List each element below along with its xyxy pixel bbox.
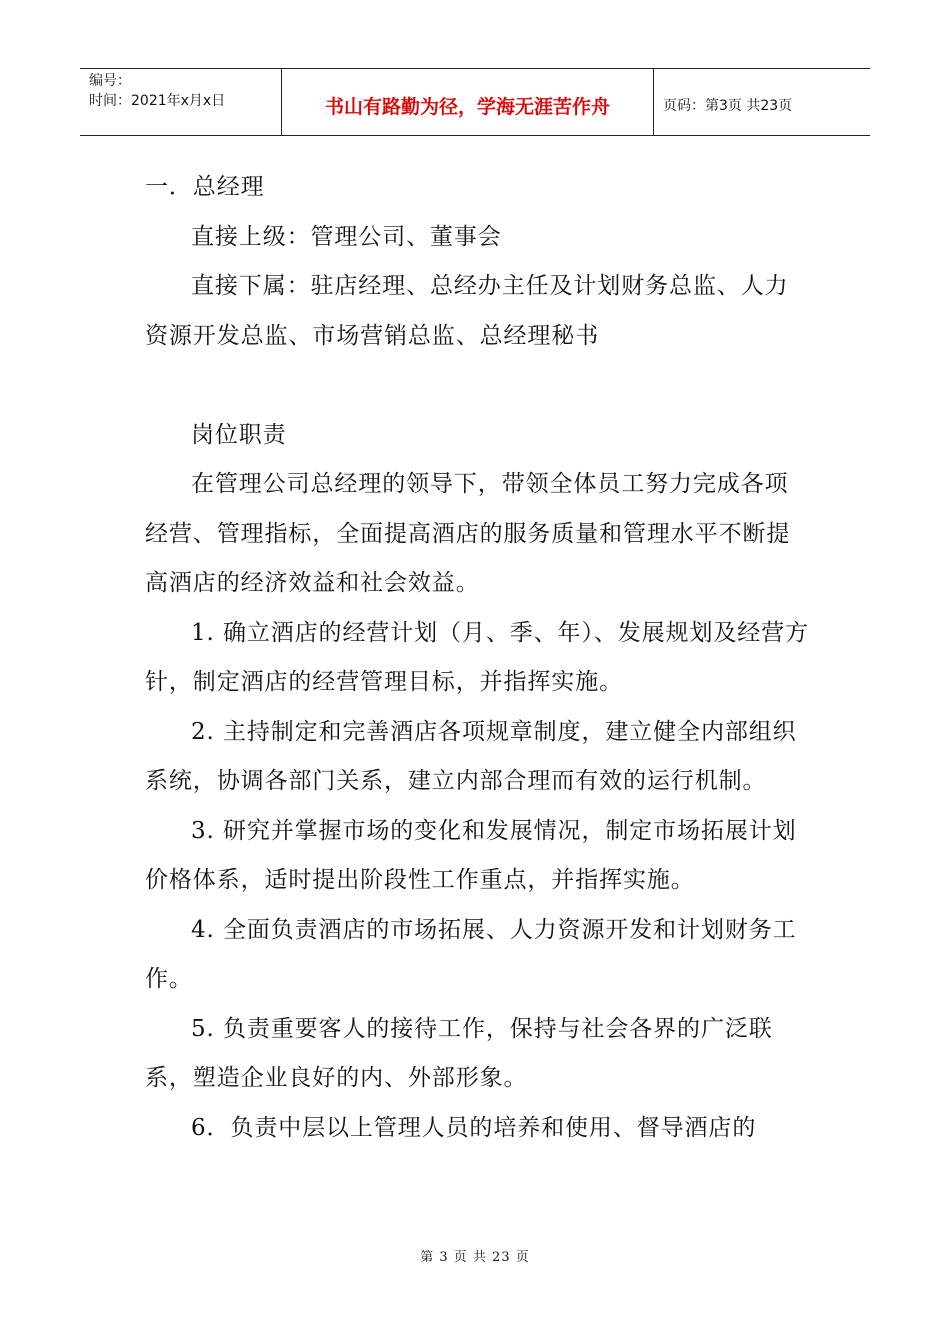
section-title: 一．总经理: [145, 174, 265, 200]
header-page-label: 页码：第3页 共23页: [663, 98, 793, 114]
header-number-label: 编号：: [89, 73, 131, 89]
document-body: [145, 163, 810, 1153]
header-motto: 书山有路勤为径，学海无涯苦作舟: [282, 69, 654, 135]
duty-item: 6．负责中层以上管理人员的培养和使用、督导酒店的: [191, 1114, 757, 1141]
duty-item: 2. 主持制定和完善酒店各项规章制度，建立健全内部组织系统，协调各部门关系，建立内部合理而有效的运行机制。: [145, 718, 797, 794]
header-date-label: 时间：2021年x月x日: [89, 93, 226, 109]
subordinates-line: 直接下属：驻店经理、总经办主任及计划财务总监、人力资源开发总监、市场营销总监、总经理秘书: [145, 273, 789, 349]
duty-item: 3. 研究并掌握市场的变化和发展情况，制定市场拓展计划价格体系，适时提出阶段性工作重点，并指挥实施。: [145, 817, 797, 893]
duty-item: 1. 确立酒店的经营计划（月、季、年）、发展规划及经营方针，制定酒店的经营管理目标，并指挥实施。: [145, 619, 809, 695]
header-meta: [80, 69, 282, 135]
duties-heading: 岗位职责: [191, 421, 287, 448]
superior-line: 直接上级：管理公司、董事会: [191, 223, 502, 250]
page-footer: 第 3 页 共 23 页: [420, 1250, 530, 1265]
page-header: [80, 68, 870, 136]
paragraph-gap: [145, 361, 810, 411]
duty-item: 5. 负责重要客人的接待工作，保持与社会各界的广泛联系，塑造企业良好的内、外部形象。: [145, 1015, 773, 1091]
duties-intro: 在管理公司总经理的领导下，带领全体员工努力完成各项经营、管理指标，全面提高酒店的服务质量和管理水平不断提高酒店的经济效益和社会效益。: [145, 471, 791, 596]
duty-item: 4. 全面负责酒店的市场拓展、人力资源开发和计划财务工作。: [145, 916, 797, 992]
